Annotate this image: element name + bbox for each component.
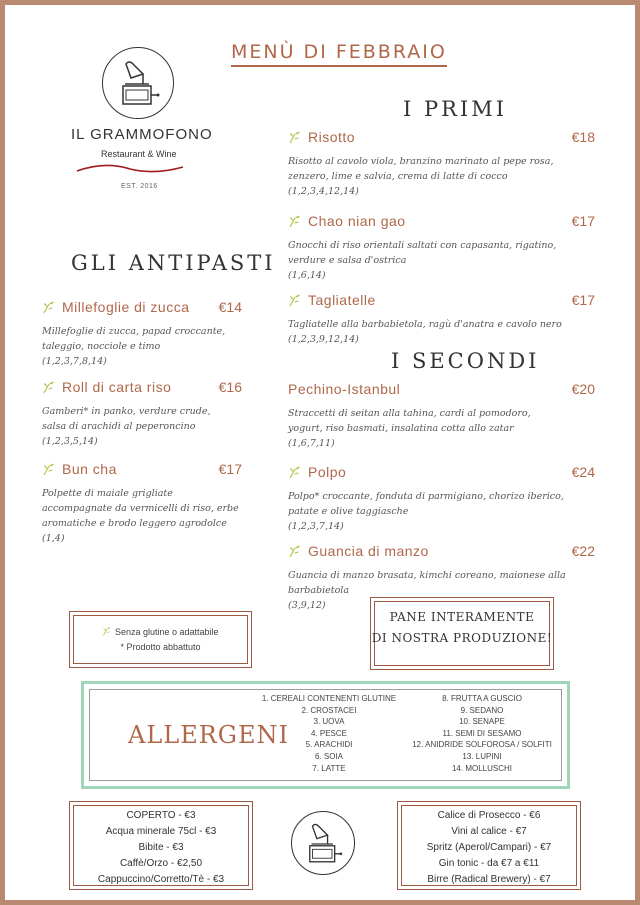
item-description: Tagliatelle alla barbabietola, ragù d'anatra e cavolo nero (1,2,3,9,12,14): [288, 319, 562, 345]
item-name: Guancia di manzo: [308, 543, 429, 559]
extras-item: Birre (Radical Brewery) - €7: [427, 874, 551, 885]
menu-item: [42, 296, 242, 369]
item-description: Polpette di maiale grigliate accompagnate da vermicelli di riso, erbe aromatiche e brodo leggero agrodolce (1,4): [42, 488, 239, 544]
menu-item: [288, 289, 595, 347]
secondi-heading: I SECONDI: [391, 349, 540, 373]
item-description: Polpo* croccante, fonduta di parmigiano, chorizo iberico, patate e olive taggiasche (1,2,3,7,14): [288, 491, 564, 532]
gluten-free-icon: [288, 130, 302, 144]
item-description: Risotto al cavolo viola, branzino marinato al pepe rosa, zenzero, lime e salvia, crema di latte di cocco (1,2,3,4,12,14): [288, 156, 554, 197]
gluten-free-icon: [42, 462, 56, 476]
gluten-free-icon: [288, 465, 302, 479]
item-price: €20: [571, 381, 595, 397]
item-price: €14: [218, 299, 242, 315]
menu-item: [42, 376, 242, 449]
legend-box: [69, 611, 252, 668]
item-name: Pechino-Istanbul: [288, 381, 401, 397]
allergen-list-right: 8. FRUTTA A GUSCIO 9. SEDANO 10. SENAPE 11. SEMI DI SESAMO 12. ANIDRIDE SOLFOROSA / SOLFITI 13. LUPINI 14. MOLLUSCHI: [412, 694, 552, 773]
extras-item: Gin tonic - da €7 a €11: [438, 858, 540, 869]
gramophone-icon: [102, 47, 174, 119]
extras-box-left: [69, 801, 253, 890]
established-year: EST. 2016: [121, 183, 158, 190]
allergen-list-left: 1. CEREALI CONTENENTI GLUTINE 2. CROSTACEI 3. UOVA 4. PESCE 5. ARACHIDI 6. SOIA 7. LATTE: [261, 694, 397, 773]
item-description: Millefoglie di zucca, papad croccante, taleggio, nocciole e timo (1,2,3,7,8,14): [42, 326, 226, 367]
gluten-free-icon: [42, 300, 56, 314]
gluten-free-icon: [288, 293, 302, 307]
extras-item: COPERTO - €3: [126, 810, 196, 821]
allergens-box: [81, 681, 570, 789]
item-price: €17: [571, 292, 595, 308]
extras-item: Acqua minerale 75cl - €3: [105, 826, 217, 837]
item-description: Gnocchi di riso orientali saltati con capasanta, rigatino, verdure e salsa d'ostrica (1,6,14): [288, 240, 557, 281]
gluten-free-icon: [288, 214, 302, 228]
allergens-heading: ALLERGENI: [128, 721, 289, 749]
extras-item: Bibite - €3: [138, 842, 184, 853]
bread-line-1: PANE INTERAMENTE: [389, 610, 535, 624]
item-name: Bun cha: [62, 461, 117, 477]
item-price: €17: [218, 461, 242, 477]
menu-item: [288, 378, 595, 451]
gluten-free-icon: [42, 380, 56, 394]
swoosh-decoration: [75, 163, 185, 175]
menu-item: [42, 458, 242, 546]
item-name: Tagliatelle: [308, 292, 376, 308]
extras-item: Spritz (Aperol/Campari) - €7: [426, 842, 552, 853]
antipasti-heading: GLI ANTIPASTI: [71, 251, 276, 275]
item-name: Chao nian gao: [308, 213, 406, 229]
extras-box-right: [397, 801, 581, 890]
item-price: €18: [571, 129, 595, 145]
legend-gluten: Senza glutine o adattabile: [114, 627, 219, 637]
brand-name: IL GRAMMOFONO: [71, 126, 213, 143]
extras-item: Calice di Prosecco - €6: [437, 810, 541, 821]
brand-tagline: Restaurant & Wine: [101, 149, 177, 159]
item-price: €17: [571, 213, 595, 229]
item-description: Guancia di manzo brasata, kimchi coreano, maionese alla barbabietola (3,9,12): [288, 570, 566, 611]
extras-item: Vini al calice - €7: [451, 826, 527, 837]
menu-item: [288, 126, 595, 199]
extras-item: Cappuccino/Corretto/Tè - €3: [97, 874, 225, 885]
gluten-free-icon: [288, 544, 302, 558]
menu-item: [288, 210, 595, 283]
item-description: Gamberi* in panko, verdure crude, salsa di arachidi al peperoncino (1,2,3,5,14): [42, 406, 211, 447]
item-description: Straccetti di seitan alla tahina, cardi al pomodoro, yogurt, riso basmati, insalatina cotta allo zatar (1,6,7,11): [288, 408, 531, 449]
bread-box: [370, 597, 554, 670]
gramophone-icon: [291, 811, 355, 875]
legend-frozen: * Prodotto abbattuto: [120, 642, 201, 652]
item-name: Millefoglie di zucca: [62, 299, 190, 315]
item-name: Polpo: [308, 464, 347, 480]
item-price: €16: [218, 379, 242, 395]
item-price: €24: [571, 464, 595, 480]
item-price: €22: [571, 543, 595, 559]
extras-item: Caffè/Orzo - €2,50: [119, 858, 203, 869]
menu-item: [288, 461, 595, 534]
gluten-free-icon: [102, 626, 112, 636]
page-title: MENÙ DI FEBBRAIO: [231, 41, 447, 67]
primi-heading: I PRIMI: [403, 97, 508, 121]
item-name: Risotto: [308, 129, 356, 145]
bread-line-2: DI NOSTRA PRODUZIONE!: [371, 631, 553, 645]
item-name: Roll di carta riso: [62, 379, 172, 395]
